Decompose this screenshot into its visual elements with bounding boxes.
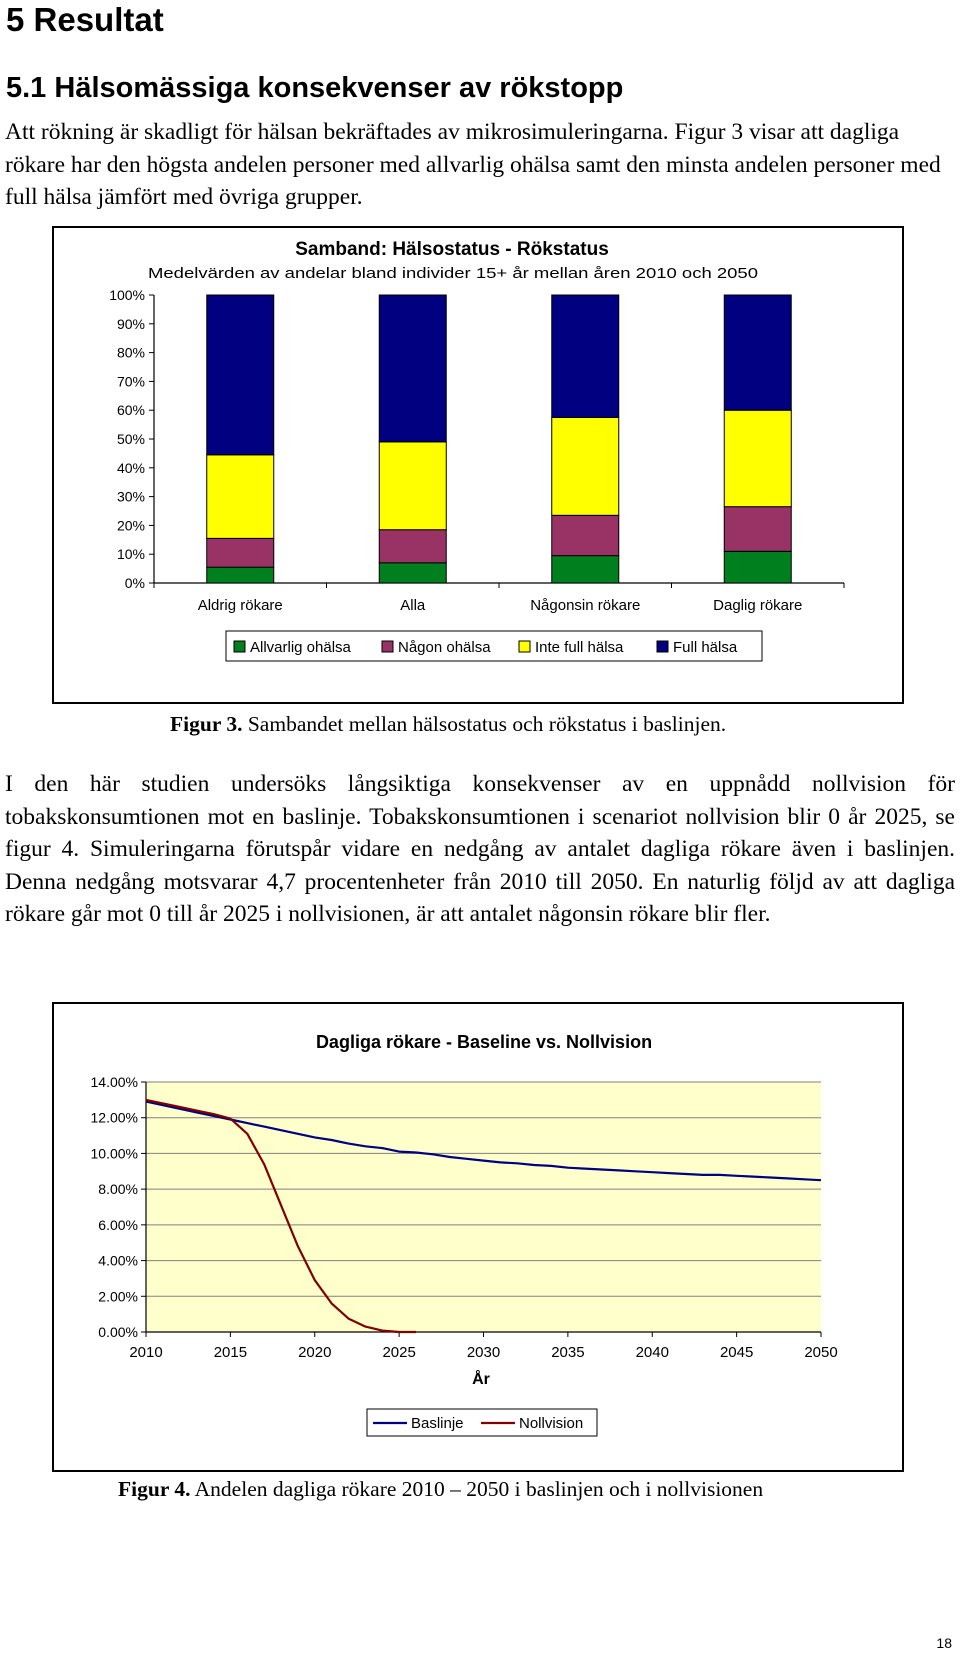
y-tick-label: 0.00% — [98, 1324, 138, 1340]
legend-label: Någon ohälsa — [398, 639, 491, 656]
y-tick-label: 80% — [116, 344, 145, 361]
x-tick-label: Alla — [400, 597, 426, 614]
bar-segment — [552, 515, 619, 555]
bar-segment — [379, 295, 446, 442]
y-tick-label: 100% — [109, 287, 145, 303]
y-tick-label: 4.00% — [98, 1252, 138, 1269]
legend-label: Full hälsa — [673, 639, 738, 656]
figure-4-caption-label: Figur 4. — [118, 1477, 191, 1501]
stacked-bar-chart — [54, 228, 902, 702]
x-tick-label: 2030 — [466, 1344, 501, 1361]
x-tick-label: 2010 — [129, 1344, 163, 1361]
legend-swatch — [519, 641, 530, 652]
chart-legend — [226, 631, 762, 661]
bar-segment — [207, 538, 274, 567]
bar-segment — [207, 567, 274, 583]
y-tick-label: 12.00% — [90, 1109, 138, 1126]
x-tick-label: 2035 — [551, 1344, 585, 1361]
y-tick-label: 6.00% — [98, 1216, 138, 1233]
y-tick-label: 60% — [116, 402, 145, 419]
legend-label: Allvarlig ohälsa — [250, 639, 351, 656]
plot-area — [146, 1082, 821, 1332]
y-tick-label: 0% — [124, 575, 145, 591]
bar-segment — [724, 410, 791, 506]
section-heading: 5 Resultat — [6, 1, 164, 38]
y-tick-label: 8.00% — [98, 1181, 138, 1198]
figure-3-caption-text: Sambandet mellan hälsostatus och rökstatus i baslinjen. — [242, 712, 727, 736]
figure-3-caption — [170, 710, 726, 738]
figure-4-chart — [52, 1002, 904, 1472]
intro-paragraph: Att rökning är skadligt för hälsan bekräftades av mikrosimuleringarna. Figur 3 visar att dagliga rökare har den högsta andelen personer med allvarlig ohälsa samt den minsta andelen personer med full hälsa jämfört med övriga grupper. — [5, 119, 941, 210]
y-tick-label: 10.00% — [90, 1145, 138, 1162]
figure-4-caption-text: Andelen dagliga rökare 2010 – 2050 i baslinjen och i nollvisionen — [190, 1477, 764, 1501]
x-tick-label: 2015 — [213, 1344, 248, 1361]
y-tick-label: 90% — [116, 315, 145, 332]
subsection-heading: 5.1 Hälsomässiga konsekvenser av rökstopp — [6, 72, 624, 104]
figure-3-chart — [52, 226, 904, 704]
x-tick-label: 2020 — [298, 1344, 332, 1361]
bar-segment — [379, 563, 446, 583]
bar-segment — [724, 295, 791, 410]
y-tick-label: 50% — [116, 431, 145, 447]
bar-segment — [207, 295, 274, 455]
y-tick-label: 2.00% — [98, 1288, 138, 1305]
x-tick-label: 2045 — [719, 1344, 754, 1361]
y-tick-label: 14.00% — [90, 1074, 138, 1090]
bar-segment — [552, 556, 619, 583]
bar-segment — [724, 507, 791, 552]
legend-swatch — [382, 641, 393, 652]
legend-label: Inte full hälsa — [535, 639, 624, 656]
y-tick-label: 40% — [116, 459, 145, 476]
bar-segment — [379, 442, 446, 530]
y-tick-label: 30% — [116, 488, 145, 505]
legend-label: Nollvision — [519, 1415, 584, 1432]
bar-segment — [379, 530, 446, 563]
figure-4-caption — [118, 1475, 763, 1503]
x-tick-label: 2040 — [635, 1344, 669, 1361]
x-tick-label: Aldrig rökare — [197, 597, 283, 614]
x-tick-label: 2025 — [382, 1344, 416, 1361]
figure-3-caption-label: Figur 3. — [170, 712, 243, 736]
line-chart — [54, 1004, 902, 1470]
page-number: 18 — [936, 1635, 952, 1651]
y-tick-label: 10% — [116, 546, 145, 563]
bar-segment — [552, 295, 619, 417]
y-tick-label: 20% — [116, 517, 145, 534]
chart-legend — [367, 1409, 597, 1436]
chart-title: Dagliga rökare - Baseline vs. Nollvision — [315, 1032, 653, 1052]
x-axis-label: År — [472, 1371, 490, 1388]
bar-segment — [724, 551, 791, 583]
legend-swatch — [657, 641, 668, 652]
bar-segment — [207, 455, 274, 539]
legend-label: Baslinje — [411, 1415, 464, 1432]
x-tick-label: Någonsin rökare — [530, 597, 641, 614]
bar-segment — [552, 417, 619, 515]
study-paragraph: I den här studien undersöks långsiktiga konsekvenser av en uppnådd nollvision för tobakskonsumtionen mot en baslinje. Tobakskonsumtionen i scenariot nollvision blir 0 år 2025, se figur 4. Simuleringarna förutspår vidare en nedgång av antalet dagliga rökare även i baslinjen. Denna nedgång motsvarar 4,7 procentenheter från 2010 till 2050. En naturlig följd av att dagliga rökare går mot 0 till år 2025 i nollvisionen, är att antalet någonsin rökare blir fler. — [5, 771, 955, 927]
x-tick-label: 2050 — [804, 1344, 838, 1361]
x-tick-label: Daglig rökare — [713, 597, 803, 614]
chart-subtitle: Medelvärden av andelar bland individer 15+ år mellan åren 2010 och 2050 — [148, 265, 758, 282]
legend-swatch — [234, 641, 245, 652]
y-tick-label: 70% — [116, 373, 145, 390]
chart-title: Samband: Hälsostatus - Rökstatus — [295, 239, 609, 260]
